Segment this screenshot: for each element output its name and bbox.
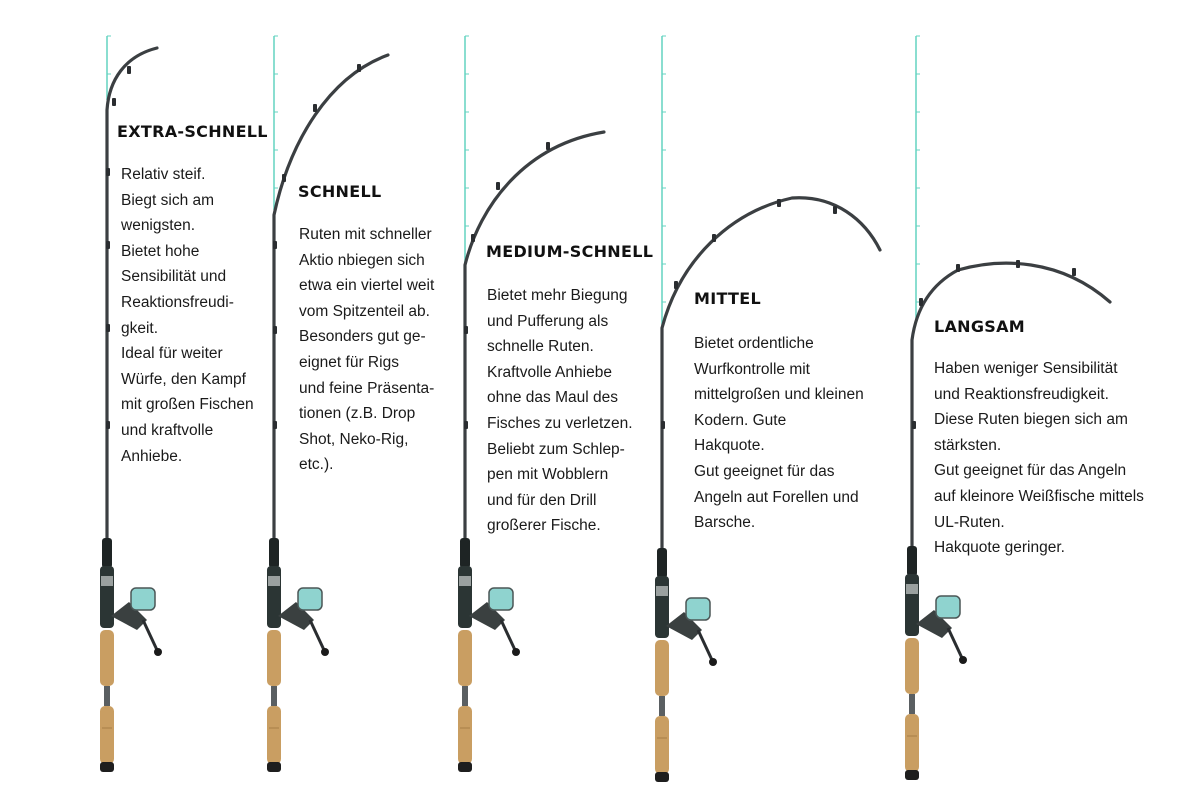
cork-grip-lower-medium-schnell: [458, 706, 472, 764]
cork-grip-upper-mittel: [655, 640, 669, 696]
reel-handle-langsam: [948, 628, 962, 658]
reel-knob: [154, 648, 162, 656]
cork-grip-upper-medium-schnell: [458, 630, 472, 686]
reel-seat-extra-schnell: [100, 566, 114, 628]
cork-grip-lower-extra-schnell: [100, 706, 114, 764]
line-guide: [127, 66, 131, 74]
reel-spool-schnell: [298, 588, 322, 610]
handle-upper-langsam: [907, 546, 917, 576]
cork-grip-upper-extra-schnell: [100, 630, 114, 686]
reel-knob: [709, 658, 717, 666]
line-guide: [273, 421, 277, 429]
rod-description-mittel: Bietet ordentliche Wurfkontrolle mit mittelgroßen und kleinen Kodern. Gute Hakquote. Gut geeignet für das Angeln aut Forellen und Barsche.: [694, 335, 864, 532]
handle-upper-extra-schnell: [102, 538, 112, 568]
rod-description-extra-schnell: Relativ steif. Biegt sich am wenigsten. Bietet hohe Sensibilität und Reaktionsfreudi- gkeit. Ideal für weiter Würfe, den Kampf mit großen Fischen und kraftvolle Anhiebe.: [121, 166, 254, 465]
line-guide: [106, 421, 110, 429]
line-guide: [1072, 268, 1076, 276]
line-guide: [956, 264, 960, 272]
rod-description-schnell: Ruten mit schneller Aktio nbiegen sich etwa ein viertel weit vom Spitzenteil ab. Besonders gut ge- eignet für Rigs und feine Präsenta- tionen (z.B. Drop Shot, Neko-Rig, etc.).: [299, 226, 435, 474]
reel-seat-ring: [656, 586, 668, 596]
reel-seat-ring: [906, 584, 918, 594]
reel-seat-langsam: [905, 574, 919, 636]
reel-seat-schnell: [267, 566, 281, 628]
line-guide: [464, 326, 468, 334]
handle-shaft: [104, 686, 110, 706]
line-guide: [273, 241, 277, 249]
line-guide: [357, 64, 361, 72]
handle-shaft: [462, 686, 468, 706]
rod-title-schnell: SCHNELL: [298, 182, 382, 201]
handle-shaft: [271, 686, 277, 706]
handle-shaft: [909, 694, 915, 714]
line-guide: [282, 174, 286, 182]
handle-upper-medium-schnell: [460, 538, 470, 568]
cork-grip-upper-langsam: [905, 638, 919, 694]
line-guide: [712, 234, 716, 242]
line-guide: [106, 241, 110, 249]
line-guide: [273, 326, 277, 334]
line-guide: [106, 324, 110, 332]
rod-title-extra-schnell: EXTRA-SCHNELL: [117, 122, 268, 141]
line-guide: [1016, 260, 1020, 268]
line-guide: [112, 98, 116, 106]
reel-spool-extra-schnell: [131, 588, 155, 610]
reel-handle-medium-schnell: [501, 620, 515, 650]
rod-title-langsam: LANGSAM: [934, 317, 1026, 336]
line-guide: [919, 298, 923, 306]
cork-grip-lower-schnell: [267, 706, 281, 764]
line-guide: [546, 142, 550, 150]
reel-seat-ring: [268, 576, 280, 586]
line-guide: [674, 281, 678, 289]
cork-grip-lower-langsam: [905, 714, 919, 772]
reel-knob: [959, 656, 967, 664]
line-guide: [833, 206, 837, 214]
reel-knob: [321, 648, 329, 656]
butt-cap-langsam: [905, 770, 919, 780]
handle-upper-mittel: [657, 548, 667, 578]
line-guide: [106, 168, 110, 176]
line-guide: [912, 421, 916, 429]
line-guide: [496, 182, 500, 190]
line-guide: [313, 104, 317, 112]
line-guide: [471, 234, 475, 242]
line-guide: [661, 421, 665, 429]
line-guide: [777, 199, 781, 207]
butt-cap-medium-schnell: [458, 762, 472, 772]
reel-handle-extra-schnell: [143, 620, 157, 650]
butt-cap-schnell: [267, 762, 281, 772]
handle-shaft: [659, 696, 665, 716]
butt-cap-extra-schnell: [100, 762, 114, 772]
line-guide: [464, 421, 468, 429]
reel-seat-ring: [101, 576, 113, 586]
rod-title-mittel: MITTEL: [694, 289, 761, 308]
reel-seat-mittel: [655, 576, 669, 638]
rod-description-langsam: Haben weniger Sensibilität und Reaktionsfreudigkeit. Diese Ruten biegen sich am stärksten. Gut geeignet für das Angeln auf kleinore Weißfische mittels UL-Ruten. Hakquote geringer.: [934, 360, 1144, 557]
rod-description-medium-schnell: Bietet mehr Biegung und Pufferung als schnelle Ruten. Kraftvolle Anhiebe ohne das Maul des Fisches zu verletzen. Beliebt zum Schlep- pen mit Wobblern und für den Drill großerer Fische.: [487, 287, 633, 535]
cork-grip-upper-schnell: [267, 630, 281, 686]
butt-cap-mittel: [655, 772, 669, 782]
reel-handle-schnell: [310, 620, 324, 650]
cork-grip-lower-mittel: [655, 716, 669, 774]
reel-knob: [512, 648, 520, 656]
reel-spool-langsam: [936, 596, 960, 618]
reel-seat-ring: [459, 576, 471, 586]
reel-spool-mittel: [686, 598, 710, 620]
handle-upper-schnell: [269, 538, 279, 568]
reel-spool-medium-schnell: [489, 588, 513, 610]
reel-seat-medium-schnell: [458, 566, 472, 628]
rod-title-medium-schnell: MEDIUM-SCHNELL: [486, 242, 654, 261]
reel-handle-mittel: [698, 630, 712, 660]
